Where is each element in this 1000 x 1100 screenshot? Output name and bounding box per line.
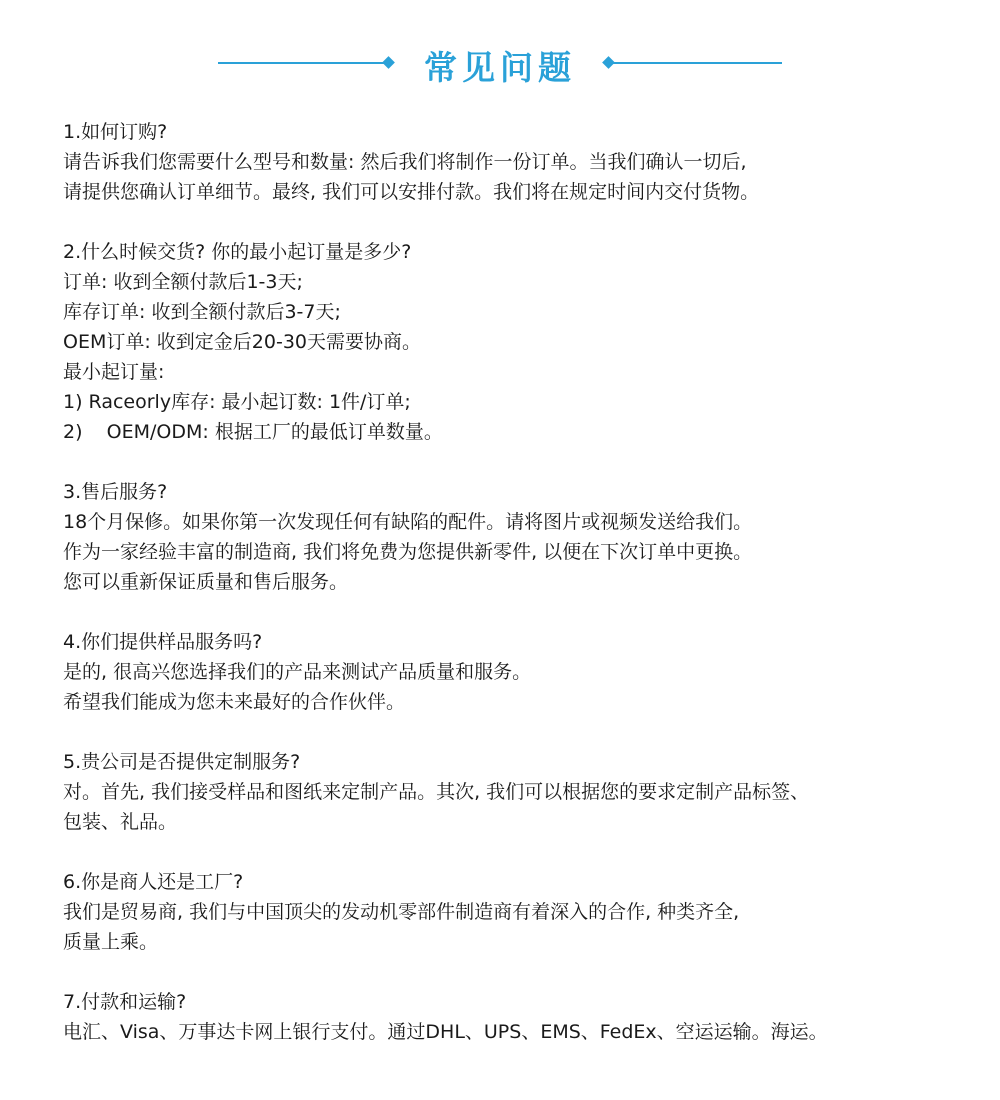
faq-question: 5.贵公司是否提供定制服务? xyxy=(63,751,301,773)
faq-answer-line: 最小起订量: xyxy=(63,361,165,383)
faq-item xyxy=(63,747,963,837)
faq-item xyxy=(63,627,963,717)
faq-answer-line: 您可以重新保证质量和售后服务。 xyxy=(63,571,349,593)
faq-answer-line: 18个月保修。如果你第一次发现任何有缺陷的配件。请将图片或视频发送给我们。 xyxy=(63,511,753,533)
faq-answer-line: 希望我们能成为您未来最好的合作伙伴。 xyxy=(63,691,406,713)
faq-answer-line: 质量上乘。 xyxy=(63,931,159,953)
faq-item xyxy=(63,987,963,1047)
faq-question: 1.如何订购? xyxy=(63,121,168,143)
faq-header xyxy=(0,38,1000,88)
header-right-rule xyxy=(610,62,782,64)
faq-answer-line: 库存订单: 收到全额付款后3-7天; xyxy=(63,301,341,323)
faq-list xyxy=(63,117,963,1077)
faq-question: 3.售后服务? xyxy=(63,481,168,503)
faq-answer-line: 请告诉我们您需要什么型号和数量: 然后我们将制作一份订单。当我们确认一切后, xyxy=(63,151,747,173)
faq-answer-line: 电汇、Visa、万事达卡网上银行支付。通过DHL、UPS、EMS、FedEx、空运运输。海运。 xyxy=(63,1021,828,1043)
faq-answer-line: OEM订单: 收到定金后20-30天需要协商。 xyxy=(63,331,422,353)
faq-answer-line: 对。首先, 我们接受样品和图纸来定制产品。其次, 我们可以根据您的要求定制产品标签、 xyxy=(63,781,810,803)
faq-question: 4.你们提供样品服务吗? xyxy=(63,631,263,653)
faq-answer-line: 1) Raceorly库存: 最小起订数: 1件/订单; xyxy=(63,391,411,413)
faq-answer-line: 请提供您确认订单细节。最终, 我们可以安排付款。我们将在规定时间内交付货物。 xyxy=(63,181,760,203)
faq-answer-line: 是的, 很高兴您选择我们的产品来测试产品质量和服务。 xyxy=(63,661,532,683)
faq-item xyxy=(63,477,963,597)
faq-answer-line: 作为一家经验丰富的制造商, 我们将免费为您提供新零件, 以便在下次订单中更换。 xyxy=(63,541,753,563)
faq-answer-line: 2) OEM/ODM: 根据工厂的最低订单数量。 xyxy=(63,421,443,443)
faq-question: 6.你是商人还是工厂? xyxy=(63,871,244,893)
faq-question: 2.什么时候交货? 你的最小起订量是多少? xyxy=(63,241,412,263)
faq-item xyxy=(63,237,963,447)
faq-answer-line: 我们是贸易商, 我们与中国顶尖的发动机零部件制造商有着深入的合作, 种类齐全, xyxy=(63,901,740,923)
faq-answer-line: 包装、礼品。 xyxy=(63,811,178,833)
faq-item xyxy=(63,867,963,957)
faq-item xyxy=(63,117,963,207)
faq-question: 7.付款和运输? xyxy=(63,991,187,1013)
faq-answer-line: 订单: 收到全额付款后1-3天; xyxy=(63,271,303,293)
page-title: 常见问题 xyxy=(424,48,576,87)
